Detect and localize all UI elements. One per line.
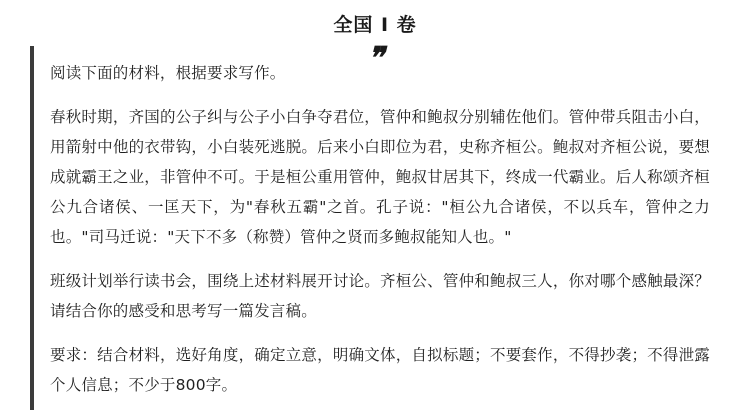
left-accent-bar <box>30 46 34 410</box>
paragraph-requirements: 要求：结合材料，选好角度，确定立意，明确文体，自拟标题；不要套作，不得抄袭；不得泄露个人信息；不少于800字。 <box>50 346 710 394</box>
paragraph-instruction: 阅读下面的材料，根据要求写作。 <box>50 64 286 82</box>
document-body <box>50 58 710 400</box>
page-title: 全国 I 卷 <box>333 13 417 36</box>
paragraph-material: 春秋时期，齐国的公子纠与公子小白争夺君位，管仲和鲍叔分别辅佐他们。管仲带兵阻击小白，用箭射中他的衣带钩，小白装死逃脱。后来小白即位为君，史称齐桓公。鲍叔对齐桓公说，要想成就霸王之业，非管仲不可。于是桓公重用管仲，鲍叔甘居其下，终成一代霸业。后人称颂齐桓公九合诸侯、一匡天下，为"春秋五霸"之首。孔子说："桓公九合诸侯，不以兵车，管仲之力也。"司马迁说："天下不多（称赞）管仲之贤而多鲍叔能知人也。" <box>50 108 710 246</box>
document-header <box>0 0 750 46</box>
paragraph-task: 班级计划举行读书会，围绕上述材料展开讨论。齐桓公、管仲和鲍叔三人，你对哪个感触最深？请结合你的感受和思考写一篇发言稿。 <box>50 272 710 320</box>
quote-mark-icon: ❞ <box>367 41 383 76</box>
